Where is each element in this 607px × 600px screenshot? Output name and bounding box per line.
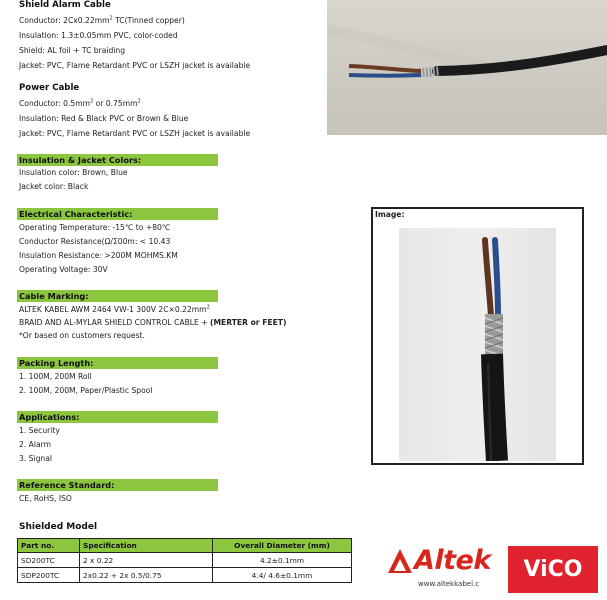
application-alarm: 2. Alarm — [19, 440, 52, 449]
application-signal: 3. Signal — [19, 454, 52, 463]
jacket-color-line: Jacket color: Black — [19, 182, 89, 191]
electrical-temperature: Operating Temperature: -15℃ to +80℃ — [19, 223, 171, 232]
shield-alarm-conductor: Conductor: $2Cx0.22mm^2$ TC(Tinned copper) — [19, 15, 185, 25]
electrical-voltage: Operating Voltage: 30V — [19, 265, 108, 274]
marking-line-3: *Or based on customers request. — [19, 331, 145, 340]
cell-part-no: SDP200TC — [18, 568, 80, 583]
table-row — [18, 553, 352, 568]
cell-diameter: 4.4/ 4.6±0.1mm — [213, 568, 352, 583]
vico-watermark: ViCO — [508, 546, 598, 593]
section-heading-reference: Reference Standard: — [17, 479, 218, 491]
marking-line-1: ALTEK KABEL AWM 2464 VW-1 300V $2C\times 0.22mm^2$ — [19, 304, 210, 314]
marking-line-2: BRAID AND AL-MYLAR SHIELD CONTROL CABLE + (MERTER or FEET) — [19, 318, 287, 327]
cell-specification: 2x0.22 + 2x 0.5/0.75 — [80, 568, 213, 583]
top-cable-photo — [327, 0, 607, 135]
altek-logo-icon — [386, 547, 414, 577]
logo-text: Altek — [414, 545, 491, 576]
packing-line-1: 1. 100M, 200M Roll — [19, 372, 92, 381]
cable-photo — [399, 228, 556, 461]
section-heading-applications: Applications: — [17, 411, 218, 423]
cell-diameter: 4.2±0.1mm — [213, 553, 352, 568]
application-security: 1. Security — [19, 426, 60, 435]
power-cable-jacket: Jacket: PVC, Flame Retardant PVC or LSZH jacket is available — [19, 129, 251, 138]
section-heading-packing: Packing Length: — [17, 357, 218, 369]
shielded-model-table — [17, 538, 352, 583]
col-header-specification: Specification — [80, 539, 213, 553]
section-heading-insulation-colors: Insulation & Jacket Colors: — [17, 154, 218, 166]
image-box — [371, 207, 584, 465]
shield-alarm-jacket: Jacket: PVC, Flame Retardant PVC or LSZH jacket is available — [19, 61, 251, 70]
col-header-part-no: Part no. — [18, 539, 80, 553]
col-header-diameter: Overall Diameter (mm) — [213, 539, 352, 553]
section-heading-cable-marking: Cable Marking: — [17, 290, 218, 302]
shield-alarm-shield: Shield: AL foil + TC braiding — [19, 46, 126, 55]
logo-url: www.altekkabel.c — [418, 580, 480, 588]
reference-standards: CE, RoHS, ISO — [19, 494, 72, 503]
cell-part-no: SD200TC — [18, 553, 80, 568]
image-label: Image: — [375, 210, 405, 219]
power-cable-conductor: Conductor: $0.5mm^2$ or $0.75mm^2$ — [19, 98, 141, 108]
packing-line-2: 2. 100M, 200M, Paper/Plastic Spool — [19, 386, 153, 395]
shield-alarm-title: Shield Alarm Cable — [19, 0, 111, 10]
cell-specification: 2 x 0.22 — [80, 553, 213, 568]
table-header-row — [18, 539, 352, 553]
shielded-model-title: Shielded Model — [19, 522, 98, 532]
shield-alarm-insulation: Insulation: 1.3±0.05mm PVC, color-coded — [19, 31, 178, 40]
section-heading-electrical: Electrical Characteristic: — [17, 208, 218, 220]
power-cable-insulation: Insulation: Red & Black PVC or Brown & Blue — [19, 114, 189, 123]
electrical-resistance: Conductor Resistance(Ω/Σ00m: < 10.43 — [19, 237, 171, 246]
insulation-color-line: Insulation color: Brown, Blue — [19, 168, 128, 177]
electrical-insulation-resistance: Insulation Resistance: >200M MOHMS.KM — [19, 251, 178, 260]
table-row — [18, 568, 352, 583]
power-cable-title: Power Cable — [19, 83, 80, 93]
